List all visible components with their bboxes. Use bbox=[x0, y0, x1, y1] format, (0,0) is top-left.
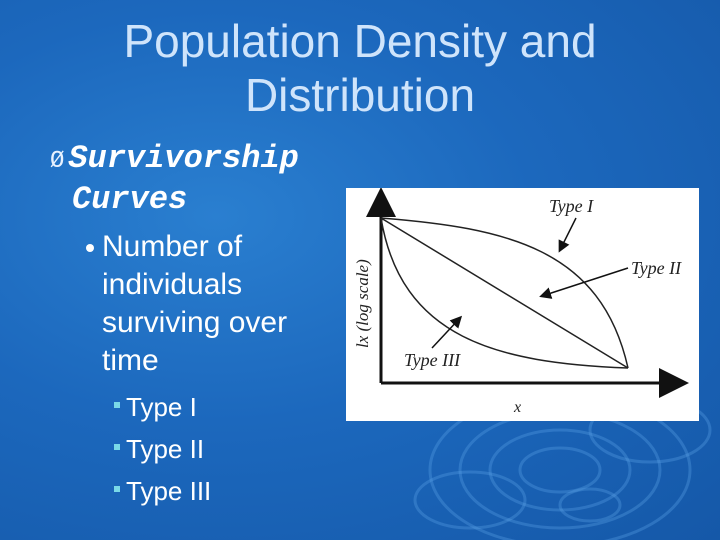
bullet-survivorship-curves bbox=[50, 140, 299, 219]
type-1-pointer bbox=[560, 218, 576, 250]
sub-bullet-type-3 bbox=[114, 476, 211, 506]
sub-bullet-type-2 bbox=[114, 434, 204, 464]
bullet-number-of-individuals bbox=[86, 228, 336, 380]
slide-title-line1: Population Density and bbox=[123, 15, 597, 67]
square-bullet-icon bbox=[114, 402, 120, 408]
type-3-label: Type III bbox=[404, 350, 461, 370]
sub-bullet-label: Type I bbox=[126, 392, 197, 422]
sub-bullet-type-1 bbox=[114, 392, 197, 422]
y-axis-label: lx (log scale) bbox=[353, 259, 372, 348]
type-2-label: Type II bbox=[631, 258, 682, 278]
sub-bullet-label: Type III bbox=[126, 476, 212, 506]
sub-bullet-label: Type II bbox=[126, 434, 205, 464]
survivorship-diagram bbox=[346, 188, 699, 421]
slide-title bbox=[60, 14, 660, 122]
survivorship-figure bbox=[346, 188, 699, 421]
type-2-curve bbox=[381, 218, 628, 368]
dot-bullet-icon bbox=[86, 244, 94, 252]
slide-title-line2: Distribution bbox=[244, 69, 476, 121]
x-axis-label: x bbox=[514, 399, 522, 416]
type-1-label: Type I bbox=[549, 196, 594, 216]
bullet2-text: Number of individuals surviving over time bbox=[102, 230, 288, 377]
square-bullet-icon bbox=[114, 444, 120, 450]
bullet1-line2: Curves bbox=[72, 181, 188, 218]
type-2-pointer bbox=[542, 268, 628, 296]
arrow-bullet-icon: Ø bbox=[50, 148, 65, 175]
square-bullet-icon bbox=[114, 486, 120, 492]
bullet1-line1: Survivorship bbox=[68, 140, 299, 177]
